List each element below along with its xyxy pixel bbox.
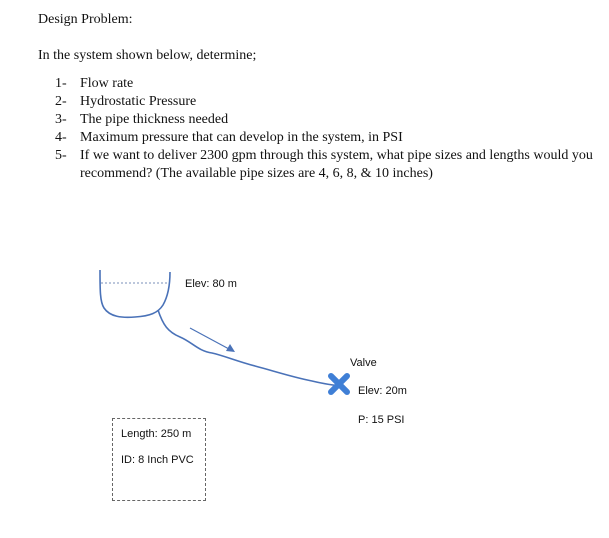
question-text: Flow rate — [80, 76, 134, 91]
question-number: 4- — [55, 130, 67, 145]
question-number: 3- — [55, 112, 67, 127]
valve-elevation-label: Elev: 20m — [358, 385, 407, 397]
pipe-info-box — [112, 418, 206, 501]
question-text: If we want to deliver 2300 gpm through this system, what pipe sizes and lengths would you recommend? (The available pipe sizes are 4, 6, 8, & 10 inches) — [80, 148, 593, 181]
pipe-id-label: ID: 8 Inch PVC — [121, 454, 194, 466]
question-text: Hydrostatic Pressure — [80, 94, 197, 109]
question-text: Maximum pressure that can develop in the system, in PSI — [80, 130, 403, 145]
pipe-length-label: Length: 250 m — [121, 428, 192, 440]
page-title: Design Problem: — [38, 12, 133, 27]
valve-icon — [331, 376, 347, 392]
question-number: 2- — [55, 94, 67, 109]
pipe-line — [158, 310, 340, 386]
problem-intro: In the system shown below, determine; — [38, 48, 257, 63]
valve-pressure-label: P: 15 PSI — [358, 414, 405, 426]
reservoir-elevation-label: Elev: 80 m — [185, 278, 237, 290]
question-number: 5- — [55, 148, 67, 163]
question-number: 1- — [55, 76, 67, 91]
valve-label: Valve — [350, 357, 377, 369]
reservoir-tank — [100, 270, 170, 317]
question-text: The pipe thickness needed — [80, 112, 229, 127]
